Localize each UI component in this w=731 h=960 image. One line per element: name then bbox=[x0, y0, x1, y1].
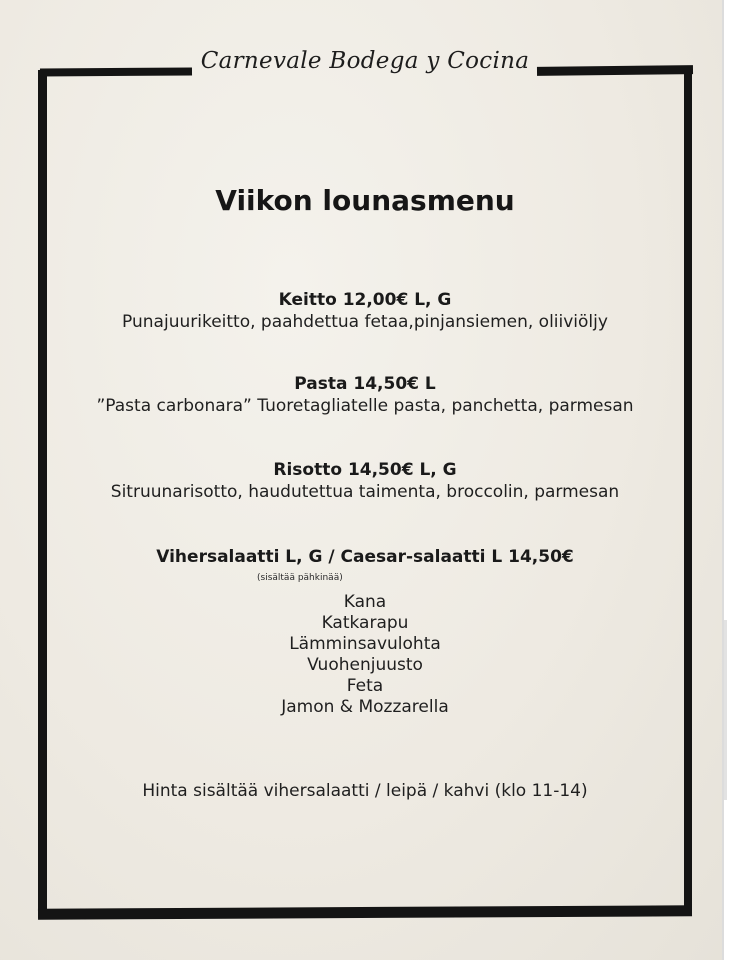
frame-top-right-border bbox=[537, 65, 693, 76]
menu-item-soup bbox=[50, 289, 680, 333]
price-includes-note: Hinta sisältää vihersalaatti / leipä / kahvi (klo 11-14) bbox=[142, 781, 588, 801]
frame-bottom-border bbox=[38, 905, 692, 919]
frame-top-left-border bbox=[40, 67, 192, 76]
list-item: Katkarapu bbox=[321, 613, 409, 633]
menu-item-description: Punajuurikeitto, paahdettua fetaa,pinjansiemen, oliiviöljy bbox=[122, 312, 608, 332]
menu-item-description: ”Pasta carbonara” Tuoretagliatelle pasta, panchetta, parmesan bbox=[96, 396, 634, 416]
allergen-note: (sisältää pähkinää) bbox=[257, 573, 343, 583]
frame-left-border bbox=[38, 70, 47, 918]
list-item: Jamon & Mozzarella bbox=[281, 697, 449, 717]
list-item: Kana bbox=[343, 592, 387, 612]
menu-item-description: Sitruunarisotto, haudutettua taimenta, broccolin, parmesan bbox=[110, 482, 620, 502]
menu-item-heading: Keitto 12,00€ L, G bbox=[278, 290, 452, 310]
menu-title: Viikon lounasmenu bbox=[215, 184, 515, 217]
menu-item-pasta bbox=[50, 373, 680, 417]
page-edge-mark bbox=[724, 620, 727, 800]
list-item: Feta bbox=[346, 676, 384, 696]
menu-item-heading: Pasta 14,50€ L bbox=[294, 374, 436, 394]
menu-item-heading: Vihersalaatti L, G / Caesar-salaatti L 14,50€ bbox=[156, 547, 574, 567]
list-item: Lämminsavulohta bbox=[289, 634, 441, 654]
salad-toppings-list bbox=[50, 592, 680, 718]
menu-item-heading: Risotto 14,50€ L, G bbox=[273, 460, 457, 480]
frame-right-border bbox=[684, 66, 692, 912]
page-edge-divider bbox=[722, 0, 724, 960]
restaurant-name: Carnevale Bodega y Cocina bbox=[200, 48, 530, 74]
menu-item-risotto bbox=[50, 459, 680, 503]
list-item: Vuohenjuusto bbox=[307, 655, 423, 675]
menu-item-salad bbox=[50, 546, 680, 568]
